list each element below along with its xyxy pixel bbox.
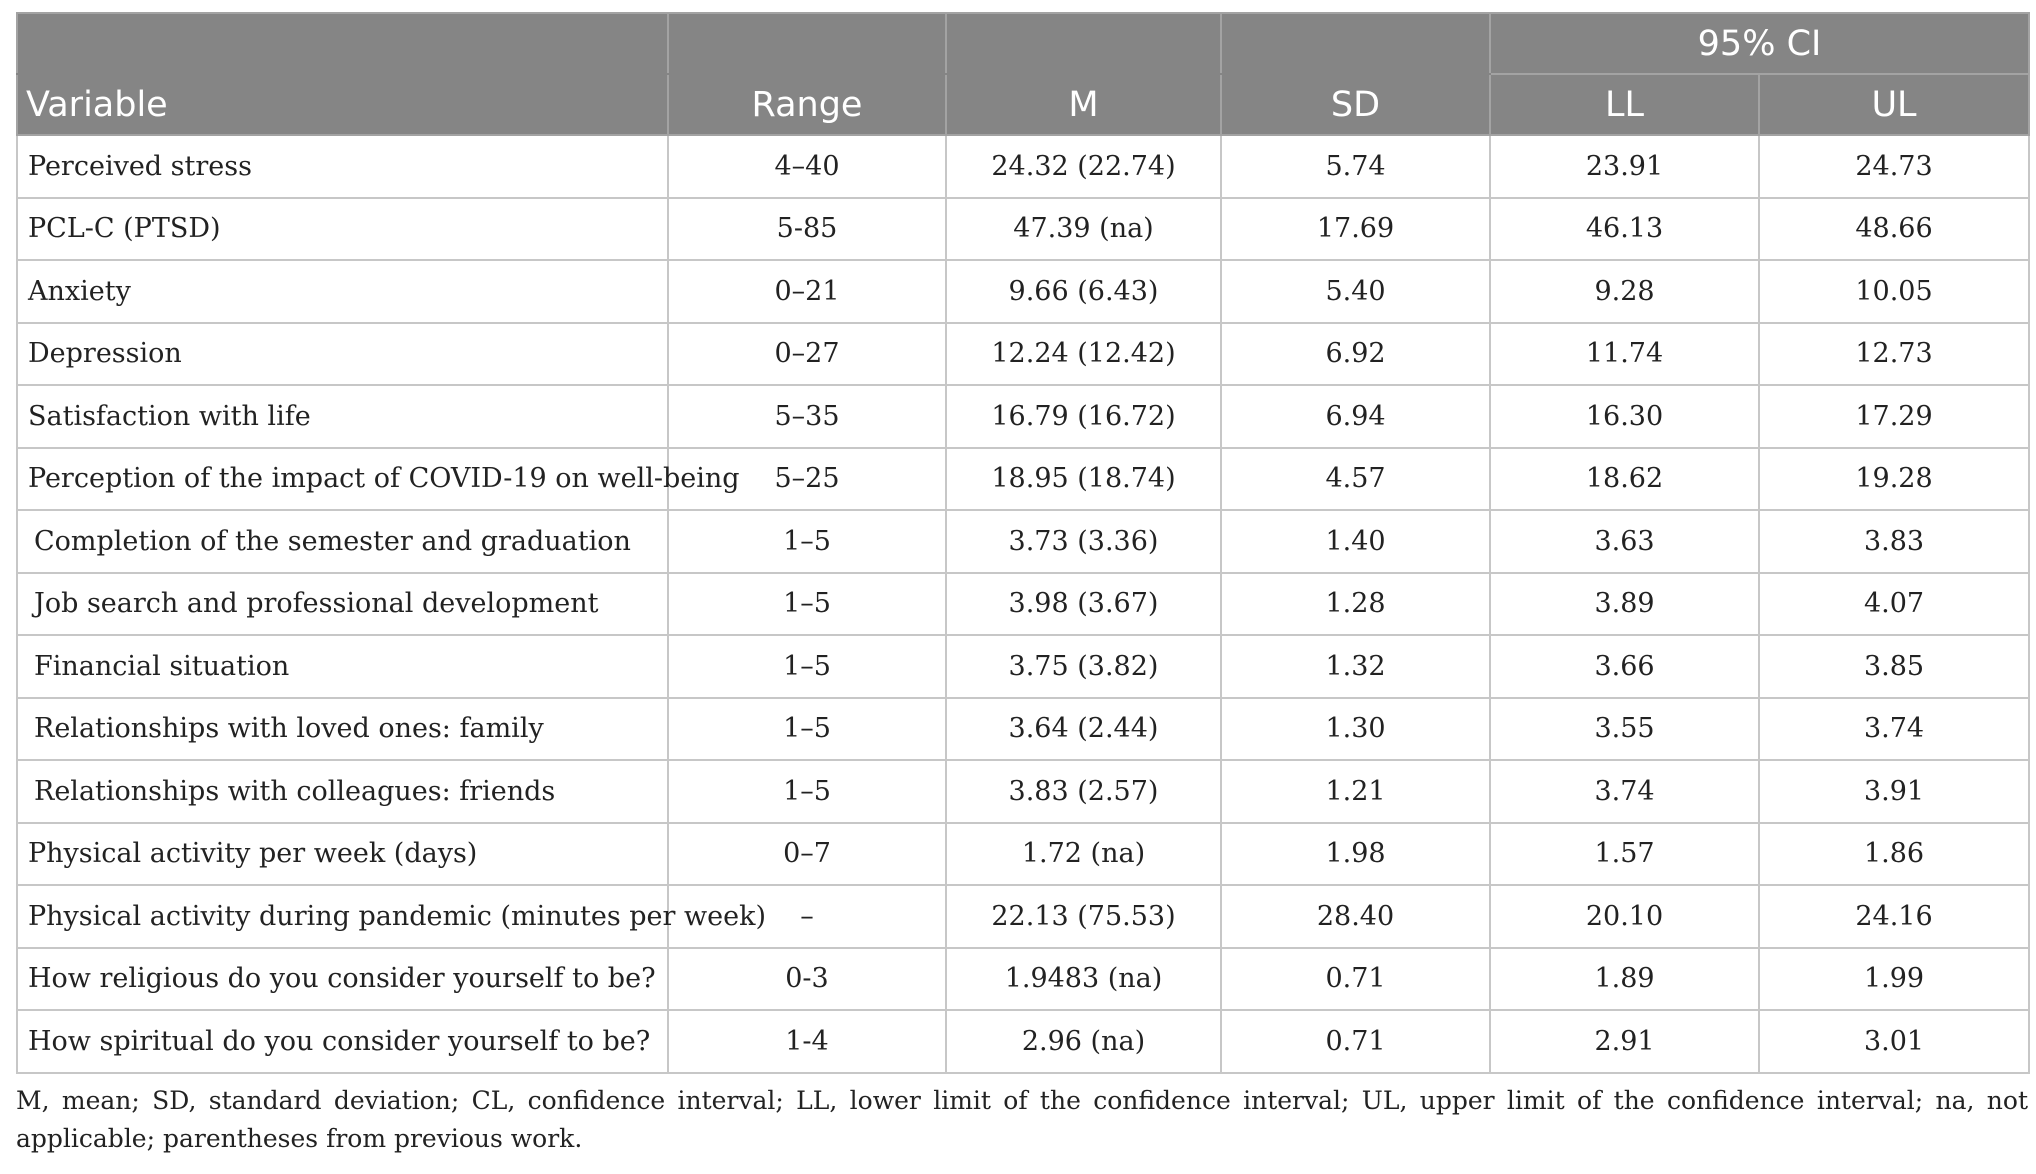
table-row	[17, 260, 2029, 323]
header-sd: SD	[1221, 74, 1490, 135]
cell-range: 1–5	[668, 698, 946, 761]
cell-variable: How religious do you consider yourself to be?	[17, 948, 668, 1011]
header-empty-cell	[668, 13, 946, 74]
table-row	[17, 510, 2029, 573]
cell-mean: 18.95 (18.74)	[946, 448, 1221, 511]
cell-range: 0–27	[668, 323, 946, 386]
cell-ll: 3.63	[1490, 510, 1759, 573]
table-body	[17, 135, 2029, 1073]
table-row	[17, 698, 2029, 761]
header-range: Range	[668, 74, 946, 135]
cell-ll: 16.30	[1490, 385, 1759, 448]
cell-variable: Depression	[17, 323, 668, 386]
table-row	[17, 885, 2029, 948]
cell-mean: 3.83 (2.57)	[946, 760, 1221, 823]
cell-variable: Perceived stress	[17, 135, 668, 198]
table-row	[17, 760, 2029, 823]
header-ll: LL	[1490, 74, 1759, 135]
table-row	[17, 448, 2029, 511]
cell-variable: Physical activity per week (days)	[17, 823, 668, 886]
cell-ll: 3.55	[1490, 698, 1759, 761]
cell-variable: PCL-C (PTSD)	[17, 198, 668, 261]
cell-mean: 3.75 (3.82)	[946, 635, 1221, 698]
table-row	[17, 198, 2029, 261]
cell-mean: 12.24 (12.42)	[946, 323, 1221, 386]
cell-ul: 10.05	[1759, 260, 2029, 323]
cell-ll: 1.57	[1490, 823, 1759, 886]
cell-range: 1–5	[668, 635, 946, 698]
cell-mean: 3.64 (2.44)	[946, 698, 1221, 761]
cell-ul: 19.28	[1759, 448, 2029, 511]
cell-mean: 16.79 (16.72)	[946, 385, 1221, 448]
cell-ul: 3.74	[1759, 698, 2029, 761]
header-group-row	[17, 13, 2029, 74]
cell-sd: 6.92	[1221, 323, 1490, 386]
cell-ll: 46.13	[1490, 198, 1759, 261]
cell-mean: 24.32 (22.74)	[946, 135, 1221, 198]
cell-sd: 0.71	[1221, 948, 1490, 1011]
cell-ll: 18.62	[1490, 448, 1759, 511]
cell-sd: 1.40	[1221, 510, 1490, 573]
table-footnote: M, mean; SD, standard deviation; CL, confidence interval; LL, lower limit of the confidence interval; UL, upper limit of the confidence interval; na, not applicable; parentheses from previous work.	[16, 1086, 2028, 1153]
header-column-row	[17, 74, 2029, 135]
table-row	[17, 948, 2029, 1011]
cell-range: 0–7	[668, 823, 946, 886]
cell-mean: 22.13 (75.53)	[946, 885, 1221, 948]
cell-range: –	[668, 885, 946, 948]
table-row	[17, 385, 2029, 448]
cell-sd: 4.57	[1221, 448, 1490, 511]
cell-sd: 0.71	[1221, 1010, 1490, 1073]
cell-mean: 47.39 (na)	[946, 198, 1221, 261]
cell-ul: 3.85	[1759, 635, 2029, 698]
header-empty-cell	[17, 13, 668, 74]
cell-ul: 4.07	[1759, 573, 2029, 636]
cell-sd: 1.28	[1221, 573, 1490, 636]
cell-variable: Perception of the impact of COVID-19 on well-being	[17, 448, 668, 511]
cell-sd: 1.98	[1221, 823, 1490, 886]
cell-ul: 3.91	[1759, 760, 2029, 823]
cell-sd: 5.74	[1221, 135, 1490, 198]
cell-range: 5–25	[668, 448, 946, 511]
table-header	[17, 13, 2029, 135]
descriptive-statistics-table	[16, 12, 2030, 1074]
cell-range: 0–21	[668, 260, 946, 323]
cell-variable: Financial situation	[17, 635, 668, 698]
cell-variable: How spiritual do you consider yourself to be?	[17, 1010, 668, 1073]
cell-ul: 3.83	[1759, 510, 2029, 573]
table-row	[17, 573, 2029, 636]
cell-mean: 3.98 (3.67)	[946, 573, 1221, 636]
cell-ll: 3.89	[1490, 573, 1759, 636]
cell-ll: 11.74	[1490, 323, 1759, 386]
table-row	[17, 1010, 2029, 1073]
cell-range: 1–5	[668, 760, 946, 823]
cell-range: 1–5	[668, 510, 946, 573]
cell-sd: 17.69	[1221, 198, 1490, 261]
cell-mean: 2.96 (na)	[946, 1010, 1221, 1073]
cell-mean: 1.72 (na)	[946, 823, 1221, 886]
header-ci-group: 95% CI	[1490, 13, 2029, 74]
cell-sd: 1.30	[1221, 698, 1490, 761]
cell-ll: 3.66	[1490, 635, 1759, 698]
cell-range: 0-3	[668, 948, 946, 1011]
table-row	[17, 135, 2029, 198]
header-mean: M	[946, 74, 1221, 135]
cell-range: 5–35	[668, 385, 946, 448]
cell-ul: 12.73	[1759, 323, 2029, 386]
cell-ll: 3.74	[1490, 760, 1759, 823]
cell-ul: 1.99	[1759, 948, 2029, 1011]
cell-mean: 3.73 (3.36)	[946, 510, 1221, 573]
cell-ll: 9.28	[1490, 260, 1759, 323]
table-row	[17, 323, 2029, 386]
header-empty-cell	[946, 13, 1221, 74]
cell-variable: Relationships with loved ones: family	[17, 698, 668, 761]
header-empty-cell	[1221, 13, 1490, 74]
cell-sd: 1.32	[1221, 635, 1490, 698]
cell-range: 1-4	[668, 1010, 946, 1073]
cell-mean: 1.9483 (na)	[946, 948, 1221, 1011]
cell-range: 4–40	[668, 135, 946, 198]
cell-variable: Completion of the semester and graduation	[17, 510, 668, 573]
cell-ll: 20.10	[1490, 885, 1759, 948]
table-row	[17, 635, 2029, 698]
cell-variable: Physical activity during pandemic (minutes per week)	[17, 885, 668, 948]
cell-range: 1–5	[668, 573, 946, 636]
cell-ul: 17.29	[1759, 385, 2029, 448]
cell-variable: Job search and professional development	[17, 573, 668, 636]
header-ul: UL	[1759, 74, 2029, 135]
cell-variable: Anxiety	[17, 260, 668, 323]
cell-ul: 1.86	[1759, 823, 2029, 886]
cell-mean: 9.66 (6.43)	[946, 260, 1221, 323]
cell-sd: 28.40	[1221, 885, 1490, 948]
cell-ll: 1.89	[1490, 948, 1759, 1011]
cell-range: 5-85	[668, 198, 946, 261]
cell-sd: 6.94	[1221, 385, 1490, 448]
table-row	[17, 823, 2029, 886]
cell-variable: Satisfaction with life	[17, 385, 668, 448]
cell-ll: 23.91	[1490, 135, 1759, 198]
cell-ul: 24.16	[1759, 885, 2029, 948]
cell-sd: 1.21	[1221, 760, 1490, 823]
cell-ll: 2.91	[1490, 1010, 1759, 1073]
cell-ul: 24.73	[1759, 135, 2029, 198]
cell-sd: 5.40	[1221, 260, 1490, 323]
cell-variable: Relationships with colleagues: friends	[17, 760, 668, 823]
cell-ul: 3.01	[1759, 1010, 2029, 1073]
cell-ul: 48.66	[1759, 198, 2029, 261]
header-variable: Variable	[17, 74, 668, 135]
